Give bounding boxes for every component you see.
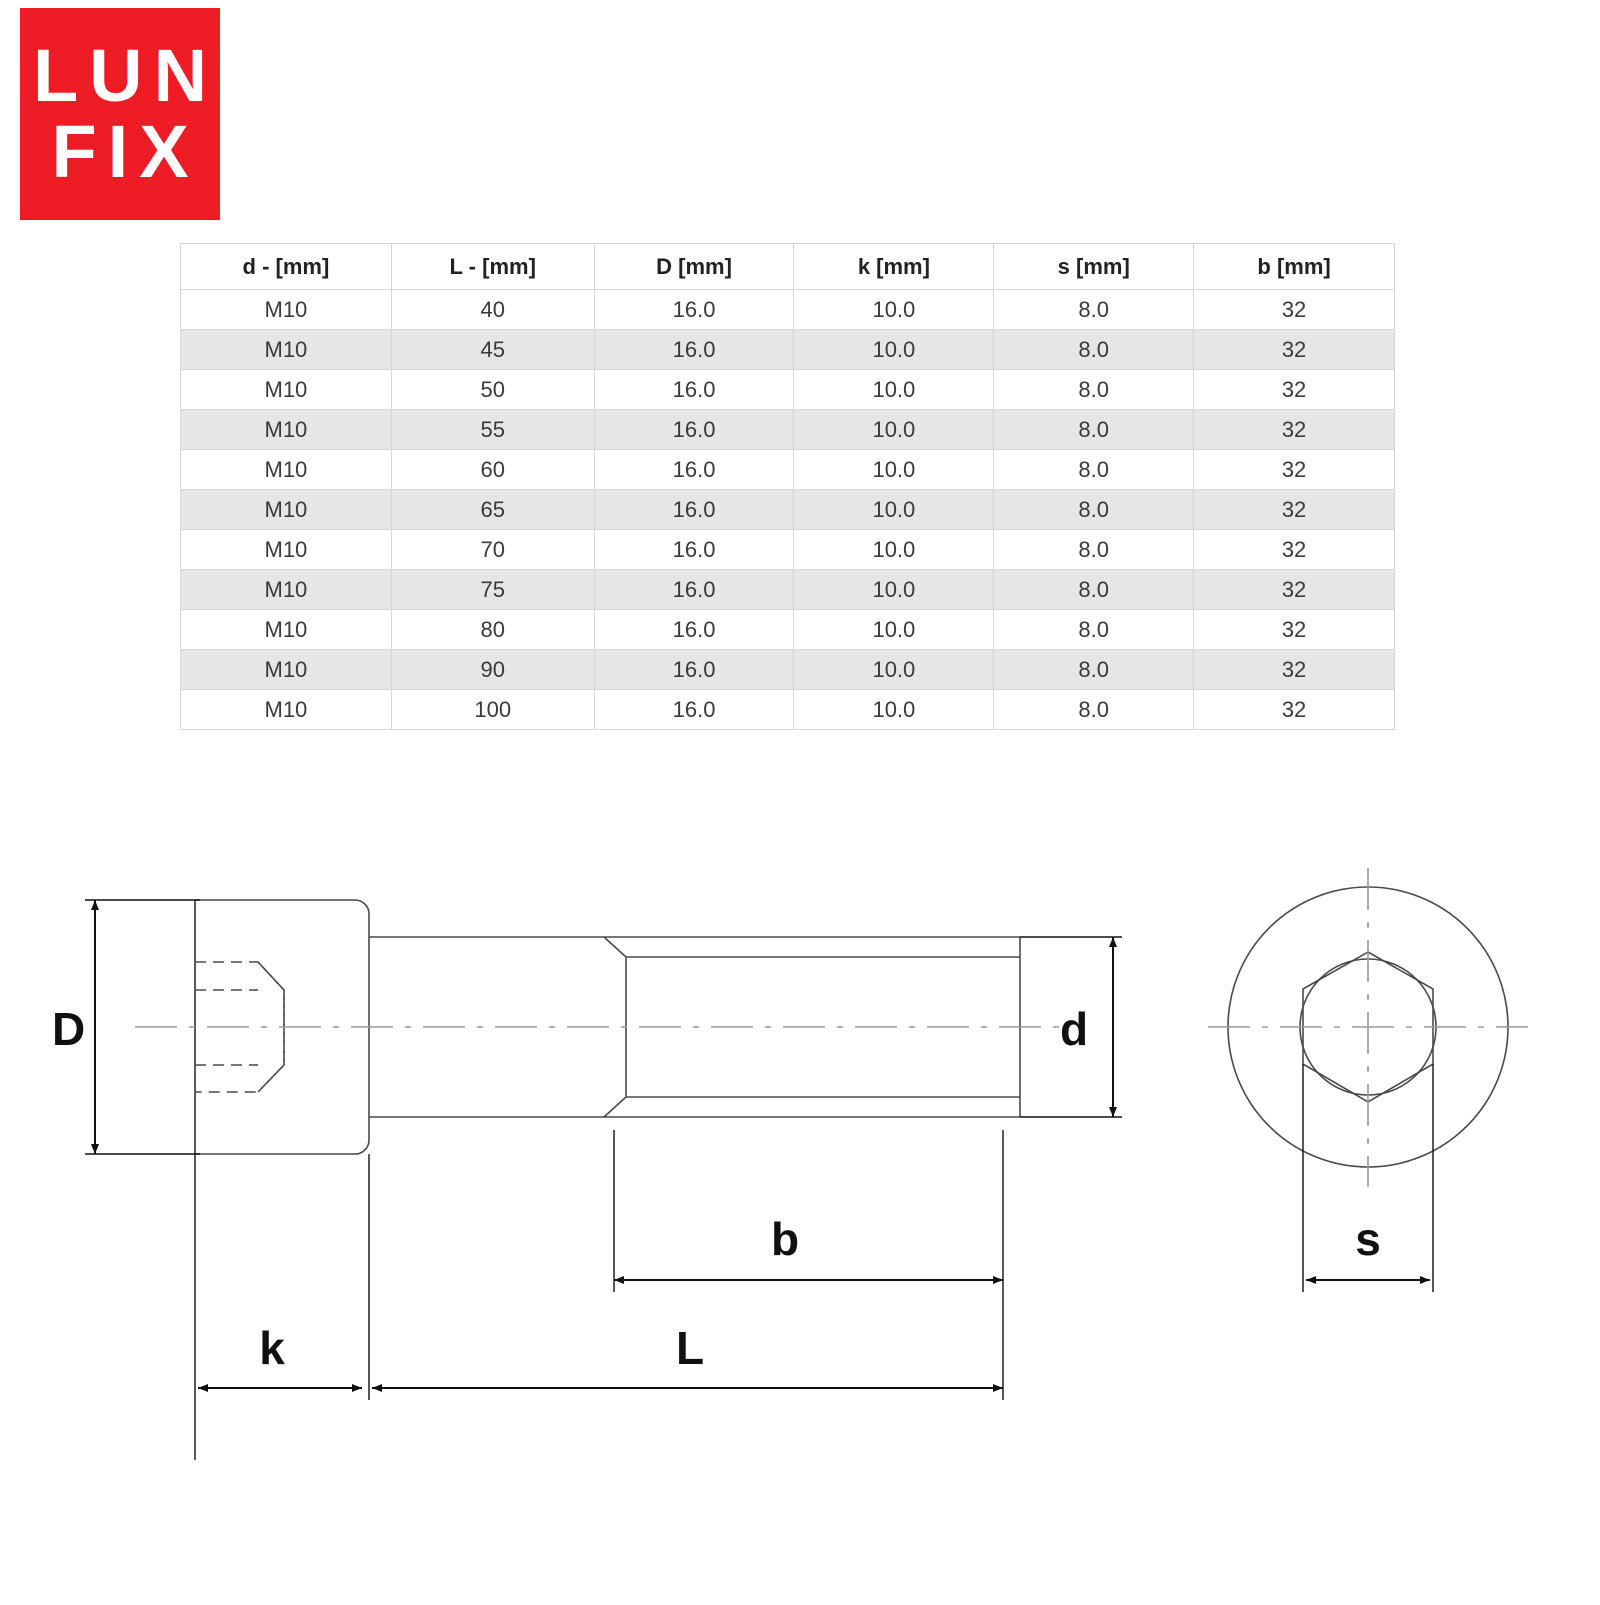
table-row <box>181 650 1395 690</box>
cell-D: 16.0 <box>594 370 794 410</box>
dimension-k <box>198 1322 362 1388</box>
cell-d: M10 <box>181 690 392 730</box>
table-row <box>181 410 1395 450</box>
label-d: d <box>1060 1003 1089 1055</box>
cell-d: M10 <box>181 650 392 690</box>
label-L: L <box>675 1322 705 1374</box>
cell-b: 32 <box>1194 530 1395 570</box>
cell-s: 8.0 <box>994 490 1194 530</box>
cell-s: 8.0 <box>994 570 1194 610</box>
column-header-L: L - [mm] <box>391 244 594 290</box>
table-body <box>181 290 1395 730</box>
cell-k: 10.0 <box>794 410 994 450</box>
cell-d: M10 <box>181 290 392 330</box>
cell-b: 32 <box>1194 330 1395 370</box>
cell-D: 16.0 <box>594 290 794 330</box>
cell-b: 32 <box>1194 450 1395 490</box>
cell-s: 8.0 <box>994 530 1194 570</box>
cell-L: 55 <box>391 410 594 450</box>
cell-L: 40 <box>391 290 594 330</box>
specification-table <box>180 243 1395 730</box>
cell-D: 16.0 <box>594 690 794 730</box>
cell-b: 32 <box>1194 690 1395 730</box>
table-row <box>181 330 1395 370</box>
table-row <box>181 530 1395 570</box>
cell-b: 32 <box>1194 410 1395 450</box>
cell-D: 16.0 <box>594 490 794 530</box>
cell-s: 8.0 <box>994 370 1194 410</box>
cell-L: 45 <box>391 330 594 370</box>
column-header-s: s [mm] <box>994 244 1194 290</box>
cell-L: 75 <box>391 570 594 610</box>
table-row <box>181 610 1395 650</box>
cell-D: 16.0 <box>594 650 794 690</box>
logo-text-line-1: LUN <box>32 33 219 117</box>
table-row <box>181 570 1395 610</box>
cell-D: 16.0 <box>594 610 794 650</box>
table-header-row <box>181 244 1395 290</box>
cell-k: 10.0 <box>794 290 994 330</box>
cell-d: M10 <box>181 490 392 530</box>
cell-k: 10.0 <box>794 650 994 690</box>
cell-D: 16.0 <box>594 410 794 450</box>
column-header-b: b [mm] <box>1194 244 1395 290</box>
cell-k: 10.0 <box>794 690 994 730</box>
cell-k: 10.0 <box>794 610 994 650</box>
cell-d: M10 <box>181 450 392 490</box>
table-row <box>181 370 1395 410</box>
cell-D: 16.0 <box>594 450 794 490</box>
cell-k: 10.0 <box>794 490 994 530</box>
cell-L: 80 <box>391 610 594 650</box>
cell-b: 32 <box>1194 370 1395 410</box>
cell-L: 70 <box>391 530 594 570</box>
table-row <box>181 290 1395 330</box>
dimension-D <box>52 900 200 1154</box>
cell-b: 32 <box>1194 610 1395 650</box>
cell-k: 10.0 <box>794 330 994 370</box>
cell-s: 8.0 <box>994 610 1194 650</box>
extension-lines <box>195 1130 1003 1460</box>
cell-L: 60 <box>391 450 594 490</box>
cell-k: 10.0 <box>794 530 994 570</box>
cell-s: 8.0 <box>994 690 1194 730</box>
cell-k: 10.0 <box>794 570 994 610</box>
cell-d: M10 <box>181 410 392 450</box>
cell-D: 16.0 <box>594 530 794 570</box>
column-header-D: D [mm] <box>594 244 794 290</box>
column-header-d: d - [mm] <box>181 244 392 290</box>
cell-s: 8.0 <box>994 450 1194 490</box>
cell-d: M10 <box>181 530 392 570</box>
label-D: D <box>52 1003 86 1055</box>
cell-D: 16.0 <box>594 330 794 370</box>
cell-L: 65 <box>391 490 594 530</box>
table-row <box>181 450 1395 490</box>
technical-drawing <box>0 840 1600 1600</box>
cell-k: 10.0 <box>794 450 994 490</box>
cell-k: 10.0 <box>794 370 994 410</box>
cell-s: 8.0 <box>994 290 1194 330</box>
cell-b: 32 <box>1194 290 1395 330</box>
logo-text-line-2: FIX <box>51 110 200 193</box>
cell-d: M10 <box>181 330 392 370</box>
cell-L: 100 <box>391 690 594 730</box>
cell-D: 16.0 <box>594 570 794 610</box>
cell-d: M10 <box>181 370 392 410</box>
cell-b: 32 <box>1194 650 1395 690</box>
cell-L: 50 <box>391 370 594 410</box>
cell-d: M10 <box>181 610 392 650</box>
column-header-k: k [mm] <box>794 244 994 290</box>
centerlines-front <box>1208 868 1528 1187</box>
cell-s: 8.0 <box>994 410 1194 450</box>
cell-L: 90 <box>391 650 594 690</box>
cell-s: 8.0 <box>994 330 1194 370</box>
label-s: s <box>1355 1213 1381 1265</box>
cell-b: 32 <box>1194 490 1395 530</box>
brand-logo <box>20 8 220 220</box>
dimension-b <box>614 1213 1003 1280</box>
cell-s: 8.0 <box>994 650 1194 690</box>
table-row <box>181 690 1395 730</box>
cell-b: 32 <box>1194 570 1395 610</box>
table-row <box>181 490 1395 530</box>
label-b: b <box>770 1213 800 1265</box>
label-k: k <box>259 1322 285 1374</box>
cell-d: M10 <box>181 570 392 610</box>
dimension-L <box>372 1322 1003 1388</box>
drawing-svg <box>0 840 1600 1600</box>
